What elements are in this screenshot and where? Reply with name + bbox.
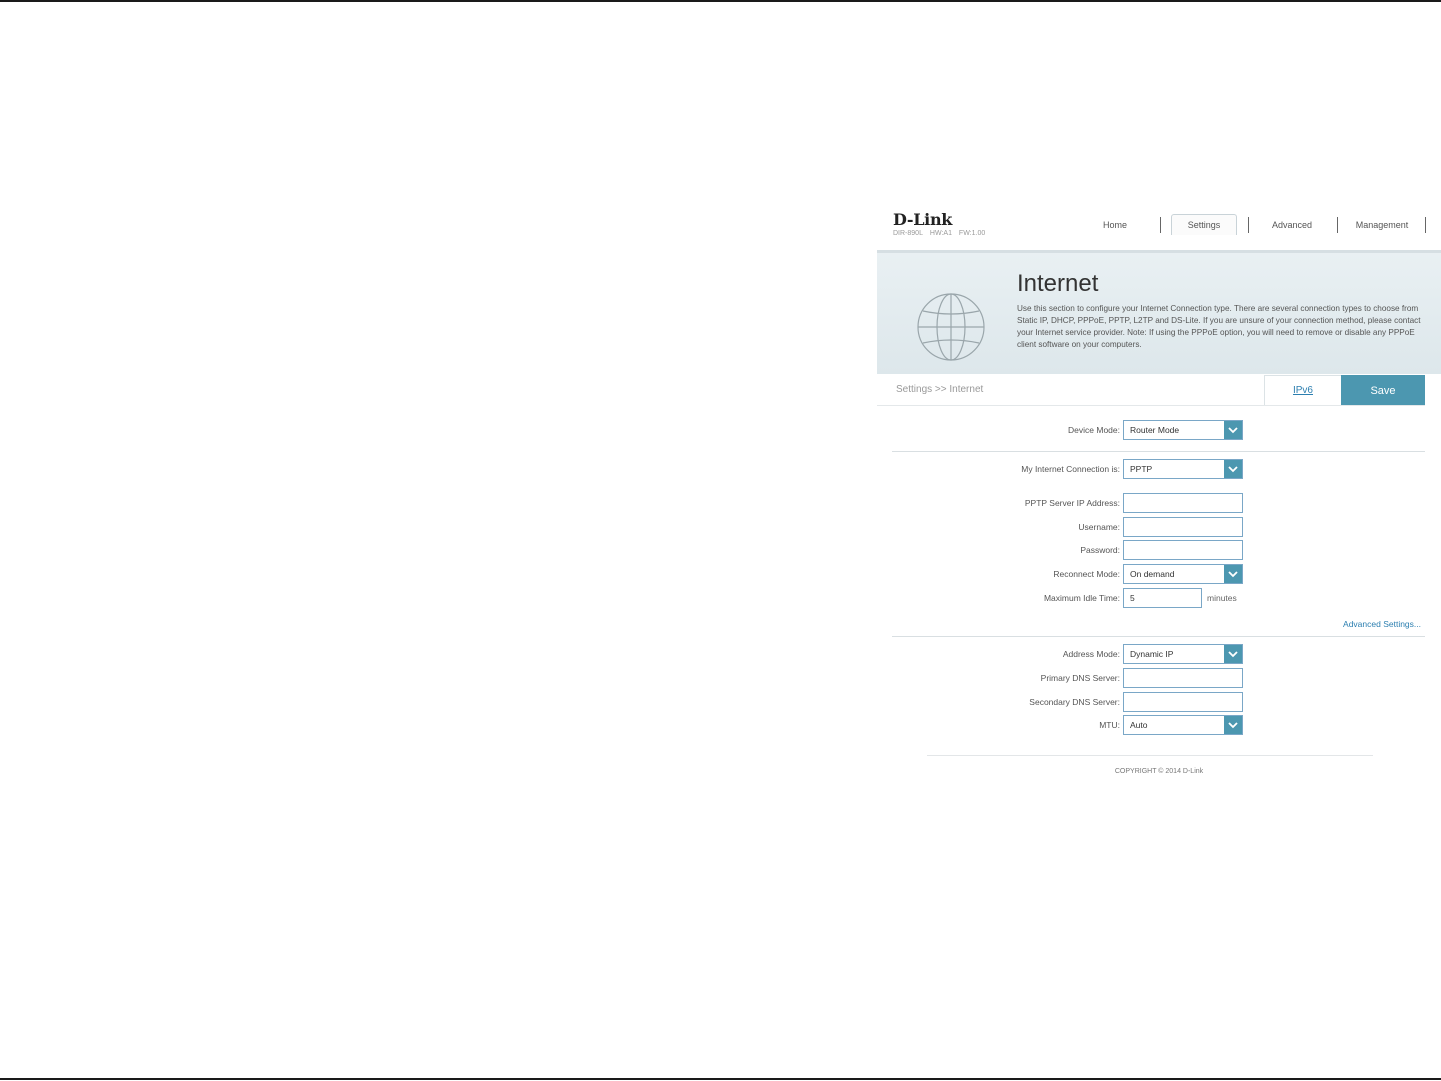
password-label: Password: <box>1080 545 1120 555</box>
mtu-value: Auto <box>1130 720 1148 730</box>
breadcrumb: Settings >> Internet <box>896 384 984 395</box>
nav-separator <box>1248 217 1249 233</box>
nav-separator <box>1425 217 1426 233</box>
device-mode-value: Router Mode <box>1130 425 1180 435</box>
secondary-dns-row <box>877 692 1441 712</box>
address-mode-row <box>877 644 1441 664</box>
primary-dns-input[interactable] <box>1123 668 1243 688</box>
advanced-settings-link[interactable]: Advanced Settings... <box>1343 619 1421 629</box>
primary-dns-row <box>877 668 1441 688</box>
nav-management[interactable]: Management <box>1355 220 1409 230</box>
page-banner <box>877 253 1441 374</box>
subheader-divider <box>877 405 1425 406</box>
address-mode-value: Dynamic IP <box>1130 649 1174 659</box>
password-input[interactable] <box>1123 540 1243 560</box>
device-mode-select[interactable] <box>1123 420 1243 440</box>
device-mode-label: Device Mode: <box>1068 425 1120 435</box>
section-divider <box>892 636 1425 637</box>
max-idle-value: 5 <box>1130 593 1135 603</box>
mtu-label: MTU: <box>1099 720 1120 730</box>
page-description: Use this section to configure your Internet Connection type. There are several connection types to choose from Static IP, DHCP, PPPoE, PPTP, L2TP and DS-Lite. If you are unsure of your connection method, please contact your Internet service provider. Note: If using the PPPoE option, you will need to remove or disable any PPPoE client software on your computers. <box>1017 304 1421 349</box>
username-row <box>877 517 1441 537</box>
max-idle-unit: minutes <box>1207 593 1237 603</box>
password-row <box>877 540 1441 560</box>
username-input[interactable] <box>1123 517 1243 537</box>
model-label: DIR-890L <box>893 230 923 237</box>
page-top-rule <box>0 0 1441 2</box>
reconnect-mode-select[interactable] <box>1123 564 1243 584</box>
max-idle-input[interactable] <box>1123 588 1202 608</box>
username-label: Username: <box>1078 522 1120 532</box>
address-mode-label: Address Mode: <box>1062 649 1120 659</box>
nav-settings[interactable]: Settings <box>1171 214 1237 235</box>
footer-divider <box>927 755 1373 756</box>
reconnect-mode-value: On demand <box>1130 569 1175 579</box>
page-title: Internet <box>1017 270 1099 297</box>
device-mode-row <box>877 420 1441 440</box>
server-ip-label: PPTP Server IP Address: <box>1024 498 1120 508</box>
router-settings-screenshot <box>877 195 1441 795</box>
nav-separator <box>1160 217 1161 233</box>
save-button[interactable]: Save <box>1341 375 1425 405</box>
connection-type-row <box>877 459 1441 479</box>
secondary-dns-input[interactable] <box>1123 692 1243 712</box>
address-mode-select[interactable] <box>1123 644 1243 664</box>
nav-separator <box>1337 217 1338 233</box>
section-divider <box>892 451 1425 452</box>
mtu-row <box>877 715 1441 735</box>
connection-type-label: My Internet Connection is: <box>1021 464 1120 474</box>
chevron-down-icon[interactable] <box>1224 645 1242 663</box>
server-ip-row <box>877 493 1441 513</box>
device-info <box>893 230 990 237</box>
hw-version: HW:A1 <box>929 230 952 237</box>
max-idle-row <box>877 588 1441 608</box>
connection-type-value: PPTP <box>1130 464 1153 474</box>
server-ip-input[interactable] <box>1123 493 1243 513</box>
ipv6-link[interactable]: IPv6 <box>1264 375 1342 405</box>
brand <box>893 211 990 237</box>
dlink-logo: D-Link <box>893 210 953 229</box>
chevron-down-icon[interactable] <box>1224 421 1242 439</box>
secondary-dns-label: Secondary DNS Server: <box>1029 697 1120 707</box>
chevron-down-icon[interactable] <box>1224 716 1242 734</box>
page-bottom-rule <box>0 1078 1441 1080</box>
chevron-down-icon[interactable] <box>1224 460 1242 478</box>
reconnect-mode-row <box>877 564 1441 584</box>
copyright: COPYRIGHT © 2014 D-Link <box>1114 768 1204 775</box>
fw-version: FW:1.00 <box>958 230 986 237</box>
connection-type-select[interactable] <box>1123 459 1243 479</box>
chevron-down-icon[interactable] <box>1224 565 1242 583</box>
nav-advanced[interactable]: Advanced <box>1271 220 1313 230</box>
mtu-select[interactable] <box>1123 715 1243 735</box>
max-idle-label: Maximum Idle Time: <box>1043 593 1120 603</box>
nav-home[interactable]: Home <box>1102 220 1127 230</box>
primary-dns-label: Primary DNS Server: <box>1040 673 1120 683</box>
globe-icon <box>915 291 987 363</box>
reconnect-mode-label: Reconnect Mode: <box>1053 569 1120 579</box>
